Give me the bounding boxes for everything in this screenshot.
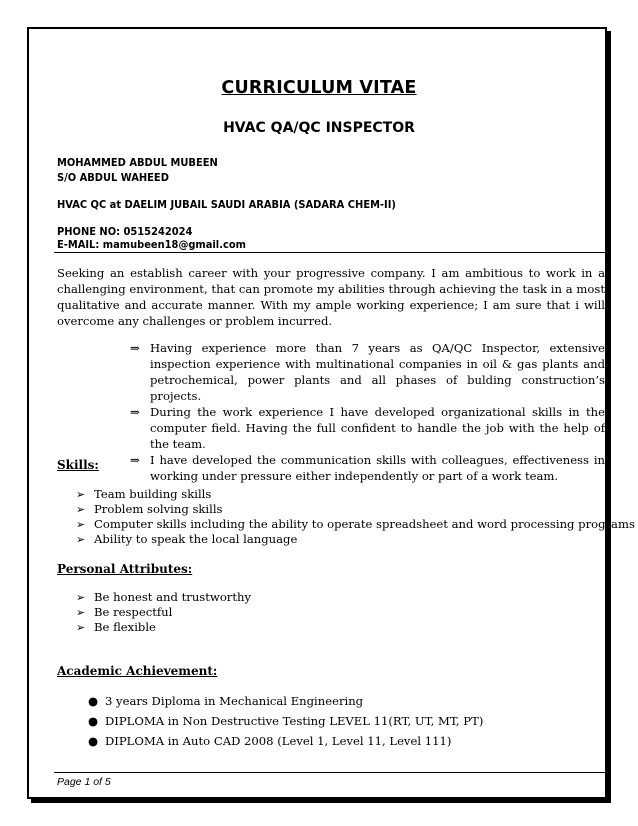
header-divider: [54, 252, 607, 253]
arrowhead-bullet-icon: ➢: [76, 518, 86, 531]
round-bullet-icon: ●: [88, 694, 99, 708]
attributes-heading: Personal Attributes:: [57, 562, 193, 576]
experience-highlights: [130, 340, 605, 484]
academic-heading: Academic Achievement:: [57, 664, 218, 678]
phone-number: PHONE NO: 0515242024: [57, 225, 193, 238]
list-item: ● DIPLOMA in Non Destructive Testing LEVEL 11(RT, UT, MT, PT): [88, 711, 483, 731]
email-address: E-MAIL: mamubeen18@gmail.com: [57, 238, 246, 251]
candidate-name: MOHAMMED ABDUL MUBEEN: [57, 156, 218, 169]
candidate-parent: S/O ABDUL WAHEED: [57, 171, 169, 184]
list-item: ⇒ Having experience more than 7 years as QA/QC Inspector, extensive inspection experience with multinational companies in oil & gas plants and petrochemical, power plants and all phases of bulding construction’s projects.: [130, 341, 605, 403]
footer-divider: [54, 772, 607, 773]
implies-arrow-icon: ⇒: [130, 453, 140, 467]
list-item: ➢ Ability to speak the local language: [76, 532, 298, 546]
academic-list: [88, 691, 483, 751]
document-subtitle: HVAC QA/QC INSPECTOR: [223, 120, 415, 136]
round-bullet-icon: ●: [88, 714, 99, 728]
list-item: ● 3 years Diploma in Mechanical Engineering: [88, 691, 483, 711]
page-border-shadow-bottom: [31, 799, 611, 803]
skills-heading: Skills:: [57, 458, 99, 472]
skills-list: [76, 487, 635, 547]
attributes-list: [76, 590, 251, 635]
arrowhead-bullet-icon: ➢: [76, 533, 86, 546]
list-item: ➢ Be honest and trustworthy: [76, 590, 252, 604]
page-border-shadow-right: [607, 31, 611, 803]
arrowhead-bullet-icon: ➢: [76, 591, 86, 604]
list-item: ➢ Team building skills: [76, 487, 212, 501]
career-objective: Seeking an establish career with your progressive company. I am ambitious to work in a challenging environment, that can promote my abilities through achieving the task in a most qualitative and accurate manner. With my ample working experience; I am sure that i will overcome any challenges or problem incurred.: [57, 266, 605, 328]
page-number: Page 1 of 5: [57, 776, 111, 788]
arrowhead-bullet-icon: ➢: [76, 606, 86, 619]
arrowhead-bullet-icon: ➢: [76, 488, 86, 501]
current-position: HVAC QC at DAELIM JUBAIL SAUDI ARABIA (SADARA CHEM-II): [57, 198, 396, 211]
list-item: ⇒ I have developed the communication skills with colleagues, effectiveness in working under pressure either independently or part of a work team.: [130, 453, 605, 483]
list-item: ● DIPLOMA in Auto CAD 2008 (Level 1, Level 11, Level 111): [88, 731, 483, 751]
round-bullet-icon: ●: [88, 734, 99, 748]
arrowhead-bullet-icon: ➢: [76, 503, 86, 516]
list-item: ⇒ During the work experience I have developed organizational skills in the computer field. Having the full confident to handle the job with the help of the team.: [130, 405, 605, 451]
list-item: ➢ Computer skills including the ability to operate spreadsheet and word processing programs: [76, 517, 635, 531]
list-item: ➢ Be flexible: [76, 620, 156, 634]
list-item: ➢ Be respectful: [76, 605, 173, 619]
list-item: ➢ Problem solving skills: [76, 502, 223, 516]
arrowhead-bullet-icon: ➢: [76, 621, 86, 634]
implies-arrow-icon: ⇒: [130, 405, 140, 419]
document-title: CURRICULUM VITAE: [221, 78, 417, 98]
implies-arrow-icon: ⇒: [130, 341, 140, 355]
